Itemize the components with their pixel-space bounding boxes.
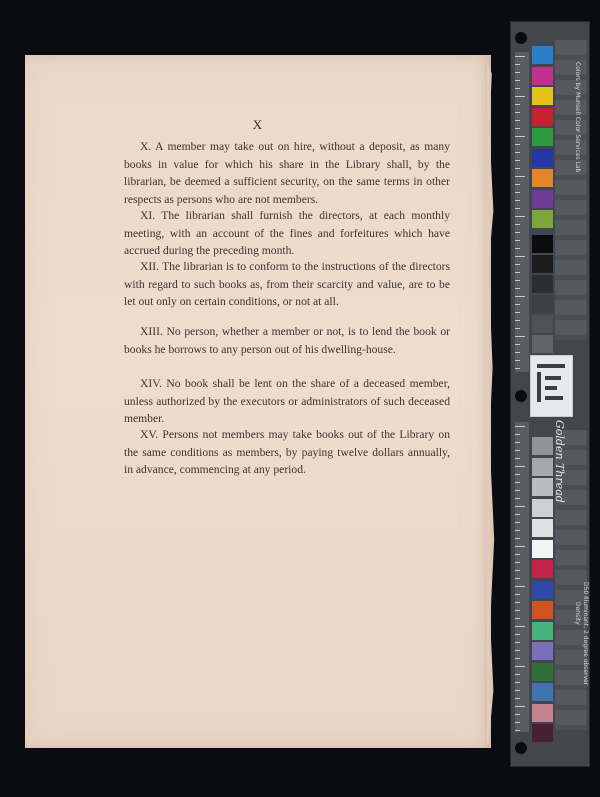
card-density-text: Density [574,602,581,625]
color-swatch [532,315,553,333]
ruler-tick [515,320,520,321]
ruler-tick [515,530,520,531]
ruler-tick [515,128,520,129]
color-swatch [532,581,553,599]
ruler-tick [515,264,520,265]
color-swatch [532,499,553,517]
paragraph-xiii: XIII. No person, whether a member or not, is to lend the book or books he borrows to any person out of his dwelling-house. [124,325,450,356]
color-swatch [532,704,553,722]
ruler-tick [515,96,525,97]
color-swatch [532,622,553,640]
ruler-tick [515,56,525,57]
ruler-tick [515,578,520,579]
ruler-tick [515,450,520,451]
ruler-tick [515,586,525,587]
ruler-tick [515,328,520,329]
data-column-top [555,40,587,340]
ruler-tick [515,216,525,217]
paragraph-xii: XII. The librarian is to conform to the instructions of the directors with regard to such books as, from their scarcity and value, are to be let out only on certain conditions, or not at all. [124,260,450,308]
color-swatch [532,437,553,455]
ruler-tick [515,144,520,145]
color-swatch [532,683,553,701]
color-swatch [532,663,553,681]
ruler-tick [515,256,525,257]
ruler-tick [515,434,520,435]
ruler-tick [515,304,520,305]
ruler-tick [515,368,520,369]
ruler-tick [515,546,525,547]
color-swatch [532,67,553,85]
ruler-tick [515,722,520,723]
ruler-tick [515,88,520,89]
color-swatch [532,87,553,105]
ruler-tick [515,690,520,691]
color-swatch [532,108,553,126]
color-swatch [532,601,553,619]
ruler-tick [515,482,520,483]
ruler-tick [515,248,520,249]
ruler-tick [515,288,520,289]
page-heading: X [252,117,264,132]
ruler-tick [515,296,525,297]
color-swatch [532,295,553,313]
ruler-tick [515,200,520,201]
color-swatch [532,169,553,187]
golden-thread-script: Golden Thread [553,420,566,503]
ruler-tick [515,594,520,595]
ruler-tick [515,272,520,273]
color-swatch [532,724,553,742]
ruler-tick [515,626,525,627]
ruler-tick [515,570,520,571]
ruler-tick [515,554,520,555]
ruler-tick [515,698,520,699]
ruler-tick [515,208,520,209]
color-swatch [532,190,553,208]
ruler-tick [515,336,525,337]
color-swatch [532,46,553,64]
color-swatch [532,275,553,293]
ruler-tick [515,184,520,185]
color-swatch [532,519,553,537]
ruler-tick [515,642,520,643]
ruler-tick [515,466,525,467]
ruler-tick [515,618,520,619]
ruler-top [515,52,529,372]
ruler-tick [515,80,520,81]
color-swatch [532,149,553,167]
ruler-tick [515,514,520,515]
ruler-tick [515,682,520,683]
ruler-tick [515,136,525,137]
ruler-tick [515,344,520,345]
ruler-tick [515,458,520,459]
ruler-tick [515,634,520,635]
card-brand-text: Colors by Munsell Color Services Lab [574,62,581,173]
ruler-tick [515,426,525,427]
ruler-tick [515,192,520,193]
ruler-tick [515,490,520,491]
ruler-tick [515,312,520,313]
ruler-tick [515,666,525,667]
card-illuminant-text: D50 Illuminant, 2 degree observer [582,582,589,686]
color-swatch [532,642,553,660]
paragraph-xi: XI. The librarian shall furnish the directors, at each monthly meeting, with an account of the fines and forfeitures which have accrued during the preceding month. [124,209,450,257]
ruler-tick [515,64,520,65]
ruler-tick [515,522,520,523]
page-torn-edge [487,60,495,745]
paragraph-xv: XV. Persons not members may take books out of the Library on the same conditions as members, by paying twelve dollars annually, in advance, commencing at any period. [124,428,450,476]
ruler-tick [515,120,520,121]
ruler-tick [515,104,520,105]
color-swatch [532,235,553,253]
color-swatch [532,128,553,146]
paragraph-xiv: XIV. No book shall be lent on the share of a deceased member, unless authorized by the executors or administrators of such deceased member. [124,377,450,425]
ruler-tick [515,232,520,233]
color-swatch [532,210,553,228]
ruler-tick [515,730,520,731]
ruler-tick [515,360,520,361]
color-swatch [532,255,553,273]
paragraph-x: X. A member may take out on hire, without a deposit, as many books in value for which his share in the Library shall, by the librarian, be deemed a sufficient security, on the same terms in other respects as persons who are not members. [124,140,450,206]
ruler-tick [515,602,520,603]
ruler-tick [515,562,520,563]
card-hole-bottom [515,742,527,754]
ruler-tick [515,280,520,281]
ruler-tick [515,498,520,499]
ruler-tick [515,160,520,161]
ruler-tick [515,538,520,539]
ruler-tick [515,112,520,113]
ruler-tick [515,152,520,153]
ruler-tick [515,240,520,241]
ruler-tick [515,352,520,353]
ruler-tick [515,650,520,651]
color-swatch [532,335,553,353]
ruler-tick [515,674,520,675]
ruler-tick [515,168,520,169]
card-hole-top [515,32,527,44]
golden-thread-logo [530,355,573,417]
ruler-bottom [515,422,529,732]
color-swatch [532,458,553,476]
ruler-tick [515,72,520,73]
ruler-tick [515,176,525,177]
color-swatch [532,540,553,558]
color-swatch [532,478,553,496]
ruler-tick [515,224,520,225]
ruler-tick [515,714,520,715]
ruler-tick [515,474,520,475]
ruler-tick [515,442,520,443]
ruler-tick [515,658,520,659]
ruler-tick [515,506,525,507]
ruler-tick [515,610,520,611]
document-page [25,55,491,748]
card-hole-middle [515,390,527,402]
color-swatch [532,560,553,578]
ruler-tick [515,706,525,707]
